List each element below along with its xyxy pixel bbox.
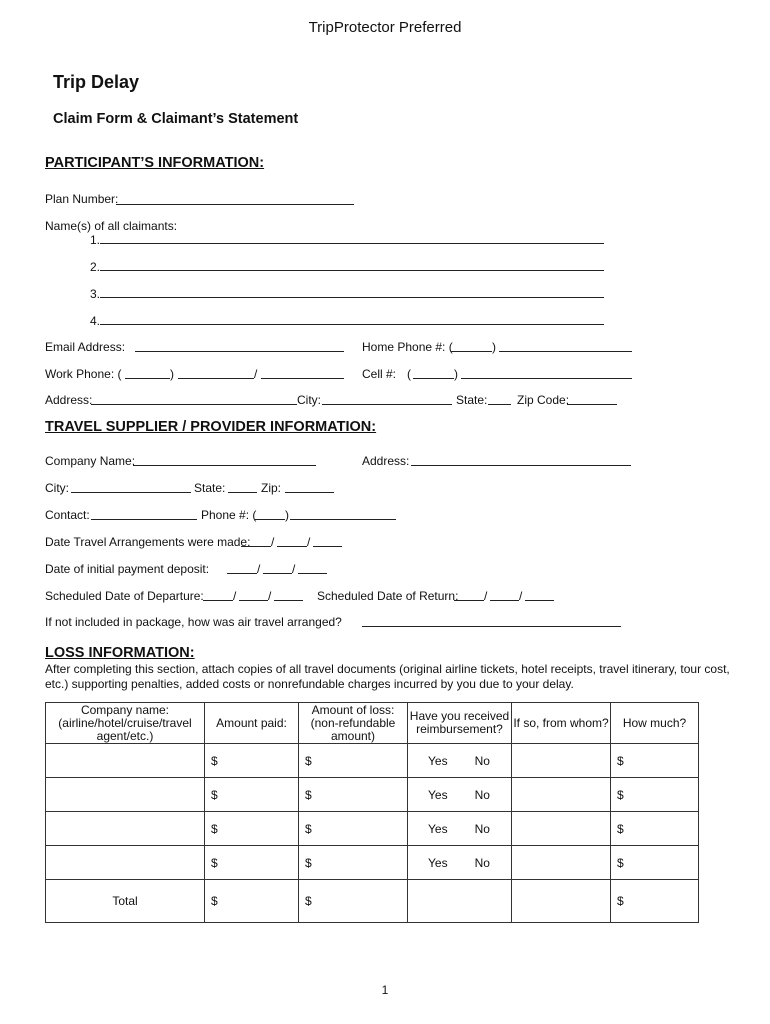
cell-field[interactable] xyxy=(461,378,632,379)
page-number: 1 xyxy=(381,983,389,997)
column-header-reimbursement: Have you received reimbursement? xyxy=(408,703,512,744)
supplier-zip-label: Zip: xyxy=(261,481,282,495)
supplier-phone-paren: ) xyxy=(285,508,289,522)
amount-paid-cell[interactable]: $ xyxy=(205,812,299,846)
table-row xyxy=(46,778,699,812)
supplier-city-field[interactable] xyxy=(71,492,191,493)
supplier-state-field[interactable] xyxy=(228,492,257,493)
total-amount-loss-cell[interactable]: $ xyxy=(299,880,408,923)
address-label: Address: xyxy=(45,393,93,407)
table-row xyxy=(46,744,699,778)
claimant-name-field-1[interactable] xyxy=(100,243,604,244)
column-header-from-whom: If so, from whom? xyxy=(512,703,611,744)
yes-option[interactable]: Yes xyxy=(428,855,448,870)
return-year[interactable] xyxy=(525,600,554,601)
form-subtitle: Claim Form & Claimant’s Statement xyxy=(53,111,299,127)
claimant-name-field-3[interactable] xyxy=(100,297,604,298)
supplier-zip-field[interactable] xyxy=(285,492,334,493)
company-name-label: Company Name: xyxy=(45,454,136,468)
amount-loss-cell[interactable]: $ xyxy=(299,846,408,880)
air-travel-label: If not included in package, how was air travel arranged? xyxy=(45,615,342,629)
date-arrangements-label: Date Travel Arrangements were made: xyxy=(45,535,251,549)
home-phone-label: Home Phone #: ( xyxy=(362,340,453,354)
date-slash: / xyxy=(484,589,488,603)
yes-option[interactable]: Yes xyxy=(428,753,448,768)
contact-label: Contact: xyxy=(45,508,90,522)
departure-year[interactable] xyxy=(274,600,303,601)
date-slash: / xyxy=(307,535,311,549)
yes-option[interactable]: Yes xyxy=(428,821,448,836)
total-how-much-cell[interactable]: $ xyxy=(611,880,699,923)
date-arrangements-month[interactable] xyxy=(241,546,271,547)
home-phone-field[interactable] xyxy=(499,351,632,352)
from-whom-cell[interactable] xyxy=(512,778,611,812)
date-deposit-month[interactable] xyxy=(227,573,257,574)
column-header-amount-paid: Amount paid: xyxy=(205,703,299,744)
amount-loss-cell[interactable]: $ xyxy=(299,778,408,812)
column-header-how-much: How much? xyxy=(611,703,699,744)
column-header-amount-loss: Amount of loss: (non-refundable amount) xyxy=(299,703,408,744)
total-reimbursement-cell xyxy=(408,880,512,923)
participant-section-heading: PARTICIPANT’S INFORMATION: xyxy=(45,155,265,171)
zip-code-field[interactable] xyxy=(567,404,617,405)
email-label: Email Address: xyxy=(45,340,126,354)
no-option[interactable]: No xyxy=(474,753,490,768)
work-phone-ext-field[interactable] xyxy=(261,378,344,379)
state-field[interactable] xyxy=(488,404,511,405)
no-option[interactable]: No xyxy=(474,787,490,802)
cell-label: Cell #: xyxy=(362,367,397,381)
total-from-whom-cell xyxy=(512,880,611,923)
date-slash: / xyxy=(233,589,237,603)
no-option[interactable]: No xyxy=(474,821,490,836)
home-phone-area-field[interactable] xyxy=(451,351,492,352)
company-cell[interactable] xyxy=(46,846,205,880)
loss-table xyxy=(45,702,699,923)
claimant-name-field-2[interactable] xyxy=(100,270,604,271)
work-phone-slash: / xyxy=(254,367,258,381)
claimant-number-1: 1. xyxy=(90,233,101,247)
cell-close-paren: ) xyxy=(454,367,458,381)
from-whom-cell[interactable] xyxy=(512,812,611,846)
plan-number-label: Plan Number: xyxy=(45,192,119,206)
amount-paid-cell[interactable]: $ xyxy=(205,744,299,778)
amount-loss-cell[interactable]: $ xyxy=(299,812,408,846)
claimant-name-field-4[interactable] xyxy=(100,324,604,325)
work-phone-field[interactable] xyxy=(178,378,254,379)
no-option[interactable]: No xyxy=(474,855,490,870)
supplier-phone-area-field[interactable] xyxy=(255,519,285,520)
city-label: City: xyxy=(297,393,321,407)
work-phone-label: Work Phone: ( xyxy=(45,367,122,381)
date-arrangements-year[interactable] xyxy=(313,546,342,547)
total-label: Total xyxy=(46,880,205,923)
document-header: TripProtector Preferred xyxy=(308,19,462,36)
date-slash: / xyxy=(257,562,261,576)
return-month[interactable] xyxy=(454,600,484,601)
email-field[interactable] xyxy=(135,351,344,352)
amount-paid-cell[interactable]: $ xyxy=(205,778,299,812)
cell-area-field[interactable] xyxy=(413,378,454,379)
reimbursement-cell xyxy=(408,812,512,846)
supplier-phone-field[interactable] xyxy=(290,519,396,520)
date-slash: / xyxy=(519,589,523,603)
home-phone-paren: ) xyxy=(492,340,496,354)
how-much-cell[interactable]: $ xyxy=(611,744,699,778)
company-cell[interactable] xyxy=(46,744,205,778)
supplier-section-heading: TRAVEL SUPPLIER / PROVIDER INFORMATION: xyxy=(45,419,377,435)
date-slash: / xyxy=(292,562,296,576)
loss-section-heading: LOSS INFORMATION: xyxy=(45,645,195,661)
claimant-number-4: 4. xyxy=(90,314,101,328)
reimbursement-cell xyxy=(408,744,512,778)
reimbursement-cell xyxy=(408,778,512,812)
how-much-cell[interactable]: $ xyxy=(611,846,699,880)
city-field[interactable] xyxy=(322,404,452,405)
table-row xyxy=(46,846,699,880)
how-much-cell[interactable]: $ xyxy=(611,778,699,812)
return-day[interactable] xyxy=(490,600,519,601)
work-phone-paren: ) xyxy=(170,367,174,381)
cell-open-paren: ( xyxy=(407,367,411,381)
date-slash: / xyxy=(268,589,272,603)
loss-table-header xyxy=(46,703,699,744)
yes-option[interactable]: Yes xyxy=(428,787,448,802)
how-much-cell[interactable]: $ xyxy=(611,812,699,846)
date-deposit-year[interactable] xyxy=(298,573,327,574)
supplier-city-label: City: xyxy=(45,481,69,495)
air-travel-field[interactable] xyxy=(362,626,621,627)
return-label: Scheduled Date of Return: xyxy=(317,589,459,603)
zip-code-label: Zip Code: xyxy=(517,393,570,407)
total-row xyxy=(46,880,699,923)
claimant-number-2: 2. xyxy=(90,260,101,274)
work-phone-area-field[interactable] xyxy=(125,378,170,379)
total-amount-paid-cell[interactable]: $ xyxy=(205,880,299,923)
amount-loss-cell[interactable]: $ xyxy=(299,744,408,778)
date-slash: / xyxy=(271,535,275,549)
departure-month[interactable] xyxy=(203,600,233,601)
reimbursement-cell xyxy=(408,846,512,880)
company-name-field[interactable] xyxy=(133,465,316,466)
company-cell[interactable] xyxy=(46,778,205,812)
date-deposit-day[interactable] xyxy=(263,573,292,574)
state-label: State: xyxy=(456,393,488,407)
plan-number-field[interactable] xyxy=(116,204,354,205)
amount-paid-cell[interactable]: $ xyxy=(205,846,299,880)
supplier-address-label: Address: xyxy=(362,454,410,468)
departure-label: Scheduled Date of Departure: xyxy=(45,589,204,603)
supplier-address-field[interactable] xyxy=(411,465,631,466)
from-whom-cell[interactable] xyxy=(512,744,611,778)
departure-day[interactable] xyxy=(239,600,268,601)
company-cell[interactable] xyxy=(46,812,205,846)
supplier-phone-label: Phone #: ( xyxy=(201,508,257,522)
contact-field[interactable] xyxy=(91,519,197,520)
supplier-state-label: State: xyxy=(194,481,226,495)
claimant-number-3: 3. xyxy=(90,287,101,301)
table-row xyxy=(46,812,699,846)
from-whom-cell[interactable] xyxy=(512,846,611,880)
address-field[interactable] xyxy=(91,404,297,405)
loss-instructions: After completing this section, attach copies of all travel documents (original airline tickets, hotel receipts, travel itinerary, tour cost, etc.) supporting penalties, added costs or nonrefundable charges incurred by you due to your delay. xyxy=(45,662,730,691)
claimant-names-label: Name(s) of all claimants: xyxy=(45,219,178,233)
form-title: Trip Delay xyxy=(53,72,140,92)
date-arrangements-day[interactable] xyxy=(277,546,307,547)
date-deposit-label: Date of initial payment deposit: xyxy=(45,562,210,576)
column-header-company: Company name: (airline/hotel/cruise/travel agent/etc.) xyxy=(46,703,205,744)
